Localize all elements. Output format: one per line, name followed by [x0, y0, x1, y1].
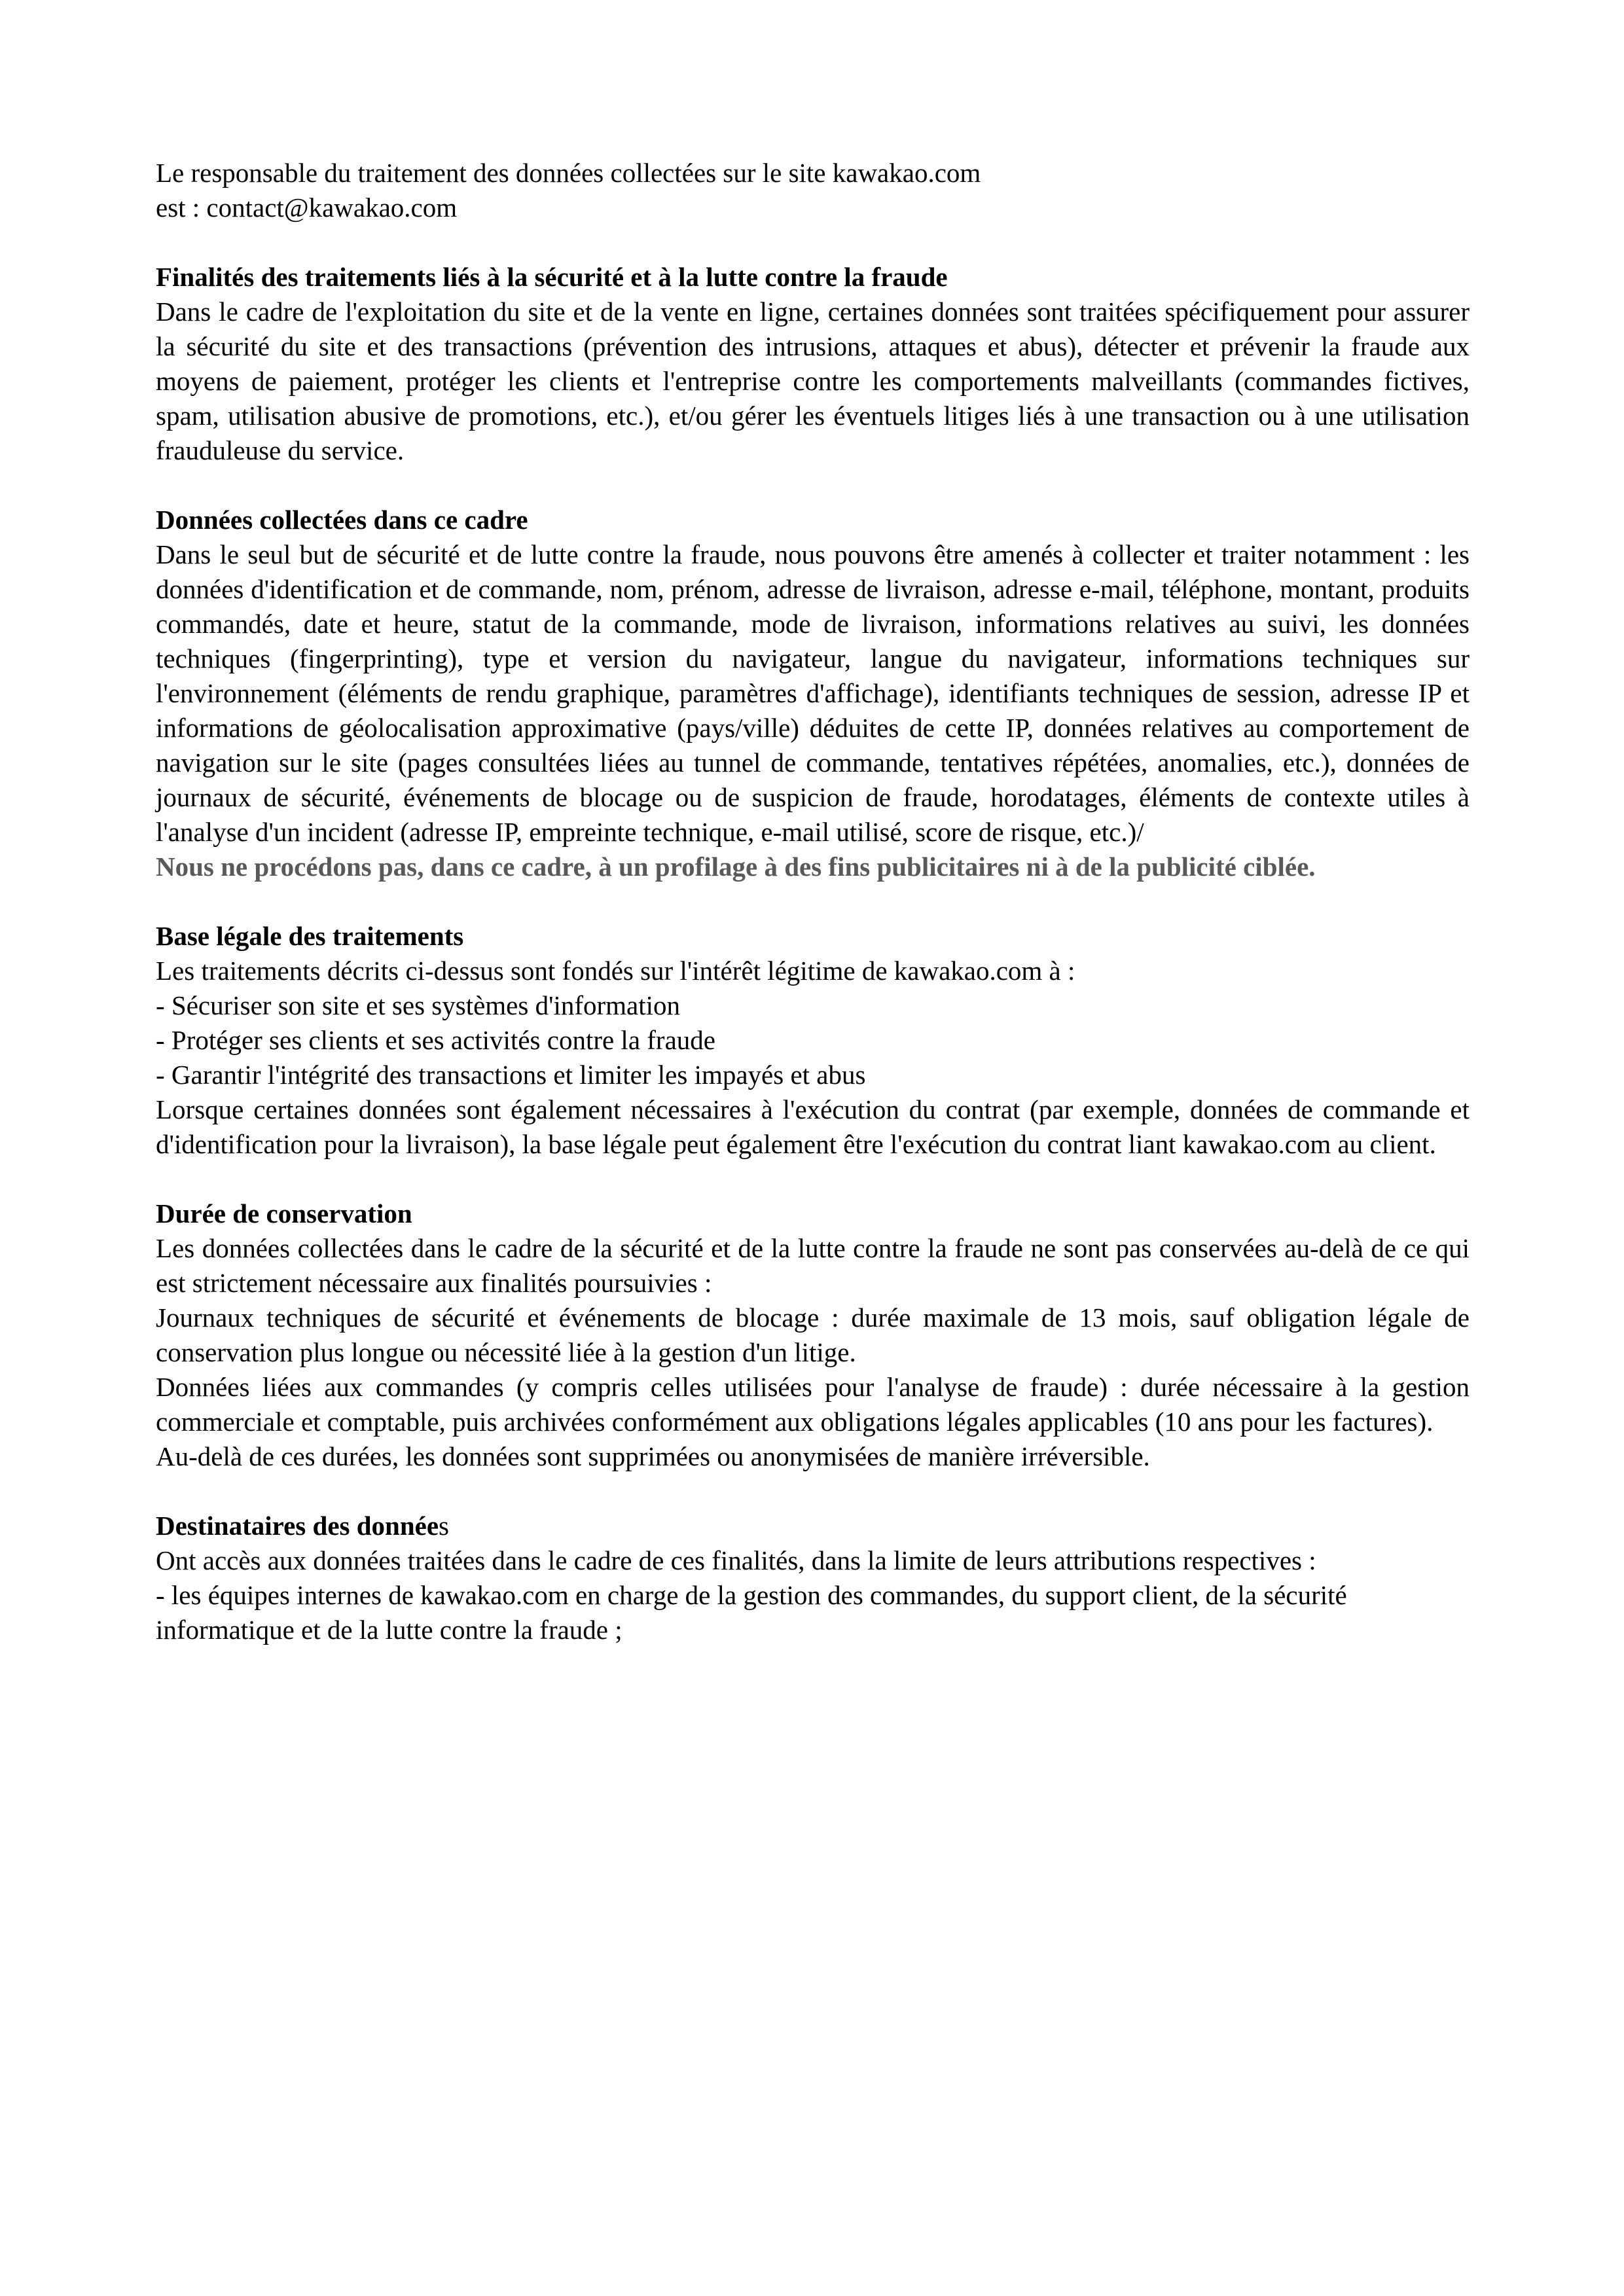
section-heading-finalites: Finalités des traitements liés à la sécurité et à la lutte contre la fraude [156, 262, 948, 292]
section-finalites [156, 260, 1470, 468]
duree-paragraph-2: Journaux techniques de sécurité et événements de blocage : durée maximale de 13 mois, sauf obligation légale de conservation plus longue ou nécessité liée à la gestion d'un litige. [156, 1302, 1470, 1367]
spacer [156, 225, 1470, 260]
spacer [156, 884, 1470, 919]
destinataires-bullet-1: - les équipes internes de kawakao.com en charge de la gestion des commandes, du support client, de la sécurité informatique et de la lutte contre la fraude ; [156, 1580, 1347, 1645]
section-paragraph-finalites: Dans le cadre de l'exploitation du site et de la vente en ligne, certaines données sont traitées spécifiquement pour assurer la sécurité du site et des transactions (prévention des intrusions, attaques et abus), détecter et prévenir la fraude aux moyens de paiement, protéger les clients et l'entreprise contre les comportements malveillants (commandes fictives, spam, utilisation abusive de promotions, etc.), et/ou gérer les éventuels litiges liés à une transaction ou à une utilisation frauduleuse du service. [156, 296, 1470, 465]
base-legale-bullet-1: - Sécuriser son site et ses systèmes d'information [156, 990, 681, 1020]
intro-block [156, 156, 1470, 225]
document-body [156, 156, 1470, 1647]
section-donnees-collectees [156, 503, 1470, 884]
destinataires-intro: Ont accès aux données traitées dans le cadre de ces finalités, dans la limite de leurs attributions respectives : [156, 1545, 1316, 1575]
duree-paragraph-4: Au-delà de ces durées, les données sont supprimées ou anonymisées de manière irréversible. [156, 1441, 1150, 1471]
duree-paragraph-3: Données liées aux commandes (y compris celles utilisées pour l'analyse de fraude) : durée nécessaire à la gestion commerciale et comptable, puis archivées conformément aux obligations légales applicables (10 ans pour les factures). [156, 1372, 1470, 1437]
base-legale-bullet-2: - Protéger ses clients et ses activités contre la fraude [156, 1025, 715, 1055]
section-heading-base-legale: Base légale des traitements [156, 921, 464, 951]
section-duree-conservation [156, 1196, 1470, 1474]
section-heading-duree-conservation: Durée de conservation [156, 1198, 412, 1229]
no-profiling-notice: Nous ne procédons pas, dans ce cadre, à un profilage à des fins publicitaires ni à de la publicité ciblée. [156, 852, 1316, 882]
spacer [156, 1474, 1470, 1509]
base-legale-closing: Lorsque certaines données sont également nécessaires à l'exécution du contrat (par exemple, données de commande et d'identification pour la livraison), la base légale peut également être l'exécution du contrat liant kawakao.com au client. [156, 1094, 1470, 1159]
section-heading-destinataires-bold: Destinataires des donnée [156, 1511, 439, 1541]
intro-line-1: Le responsable du traitement des données collectées sur le site kawakao.com [156, 158, 981, 188]
spacer [156, 468, 1470, 503]
duree-paragraph-1: Les données collectées dans le cadre de la sécurité et de la lutte contre la fraude ne sont pas conservées au-delà de ce qui est strictement nécessaire aux finalités poursuivies : [156, 1233, 1470, 1298]
intro-line-2: est : contact@kawakao.com [156, 192, 458, 223]
section-base-legale [156, 919, 1470, 1162]
section-destinataires [156, 1509, 1470, 1647]
section-paragraph-donnees-collectees: Dans le seul but de sécurité et de lutte contre la fraude, nous pouvons être amenés à collecter et traiter notamment : les données d'identification et de commande, nom, prénom, adresse de livraison, adresse e-mail, téléphone, montant, produits commandés, date et heure, statut de la commande, mode de livraison, informations relatives au suivi, les données techniques (fingerprinting), type et version du navigateur, langue du navigateur, informations techniques sur l'environnement (éléments de rendu graphique, paramètres d'affichage), identifiants techniques de session, adresse IP et informations de géolocalisation approximative (pays/ville) déduites de cette IP, données relatives au comportement de navigation sur le site (pages consultées liées au tunnel de commande, tentatives répétées, anomalies, etc.), données de journaux de sécurité, événements de blocage ou de suspicion de fraude, horodatages, éléments de contexte utiles à l'analyse d'un incident (adresse IP, empreinte technique, e-mail utilisé, score de risque, etc.)/ [156, 539, 1470, 847]
section-heading-donnees-collectees: Données collectées dans ce cadre [156, 505, 528, 535]
base-legale-intro: Les traitements décrits ci-dessus sont fondés sur l'intérêt légitime de kawakao.com à : [156, 956, 1075, 986]
section-heading-destinataires-tail: s [439, 1511, 449, 1541]
section-heading-destinataires [156, 1509, 1470, 1543]
base-legale-bullet-3: - Garantir l'intégrité des transactions et limiter les impayés et abus [156, 1060, 866, 1090]
spacer [156, 1162, 1470, 1196]
